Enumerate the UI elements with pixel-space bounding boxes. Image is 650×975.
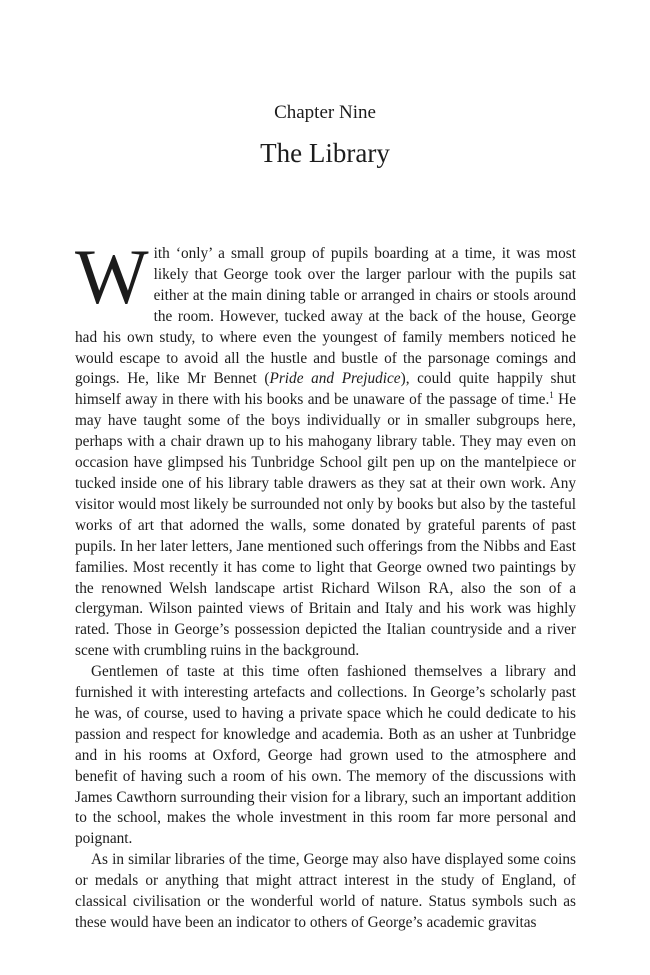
paragraph-1	[75, 233, 576, 662]
paragraph-1-text-part-2: ), could quite happily shut himself away in there with his books and be unaware of the passage of time.	[75, 370, 576, 409]
paragraph-1-text-part-3: He may have taught some of the boys individually or in smaller subgroups here, perhaps with a chair drawn up to his mahogany library table. They may even on occasion have glimpsed his Tunbridge School gilt pen up on the mantelpiece or tucked inside one of his library table drawers as they sat at their own work. Any visitor would most likely be surrounded not only by books but also by the tasteful works of art that adorned the walls, some donated by grateful parents of past pupils. In her later letters, Jane mentioned such offerings from the Nibbs and East families. Most recently it has come to light that George owned two paintings by the renowned Welsh landscape artist Richard Wilson RA, also the son of a clergyman. Wilson painted views of Britain and Italy and his work was highly rated. Those in George’s possession depicted the Italian countryside and a river scene with crumbling ruins in the background.	[75, 391, 576, 660]
footnote-marker[interactable]: 1	[549, 390, 554, 401]
book-title-emphasis: Pride and Prejudice	[269, 370, 401, 388]
paragraph-1-text-part-1: ith ‘only’ a small group of pupils boarding at a time, it was most likely that George took over the larger parlour with the pupils sat either at the main dining table or arranged in chairs or stools around the room. However, tucked away at the back of the house, George had his own study, to where even the youngest of family members noticed he would escape to avoid all the hustle and bustle of the parsonage comings and goings. He, like Mr Bennet (	[75, 245, 576, 388]
chapter-number: Chapter Nine	[274, 102, 376, 123]
drop-cap: W	[75, 233, 149, 320]
chapter-title: The Library	[260, 138, 390, 168]
paragraph-3: As in similar libraries of the time, George may also have displayed some coins or medals or anything that might attract interest in the study of England, of classical civilisation or the wonderful world of nature. Status symbols such as these would have been an indicator to others of George’s academic gravitas	[75, 851, 576, 931]
body-text	[75, 233, 576, 934]
paragraph-2: Gentlemen of taste at this time often fashioned themselves a library and furnished it with interesting artefacts and collections. In George’s scholarly past he was, of course, used to having a private space which he could dedicate to his passion and respect for knowledge and academia. Both as an usher at Tunbridge and in his rooms at Oxford, George had grown used to the atmosphere and benefit of having such a room of his own. The memory of the discussions with James Cawthorn surrounding their vision for a library, such an important addition to the school, makes the whole investment in this room far more personal and poignant.	[75, 663, 576, 848]
